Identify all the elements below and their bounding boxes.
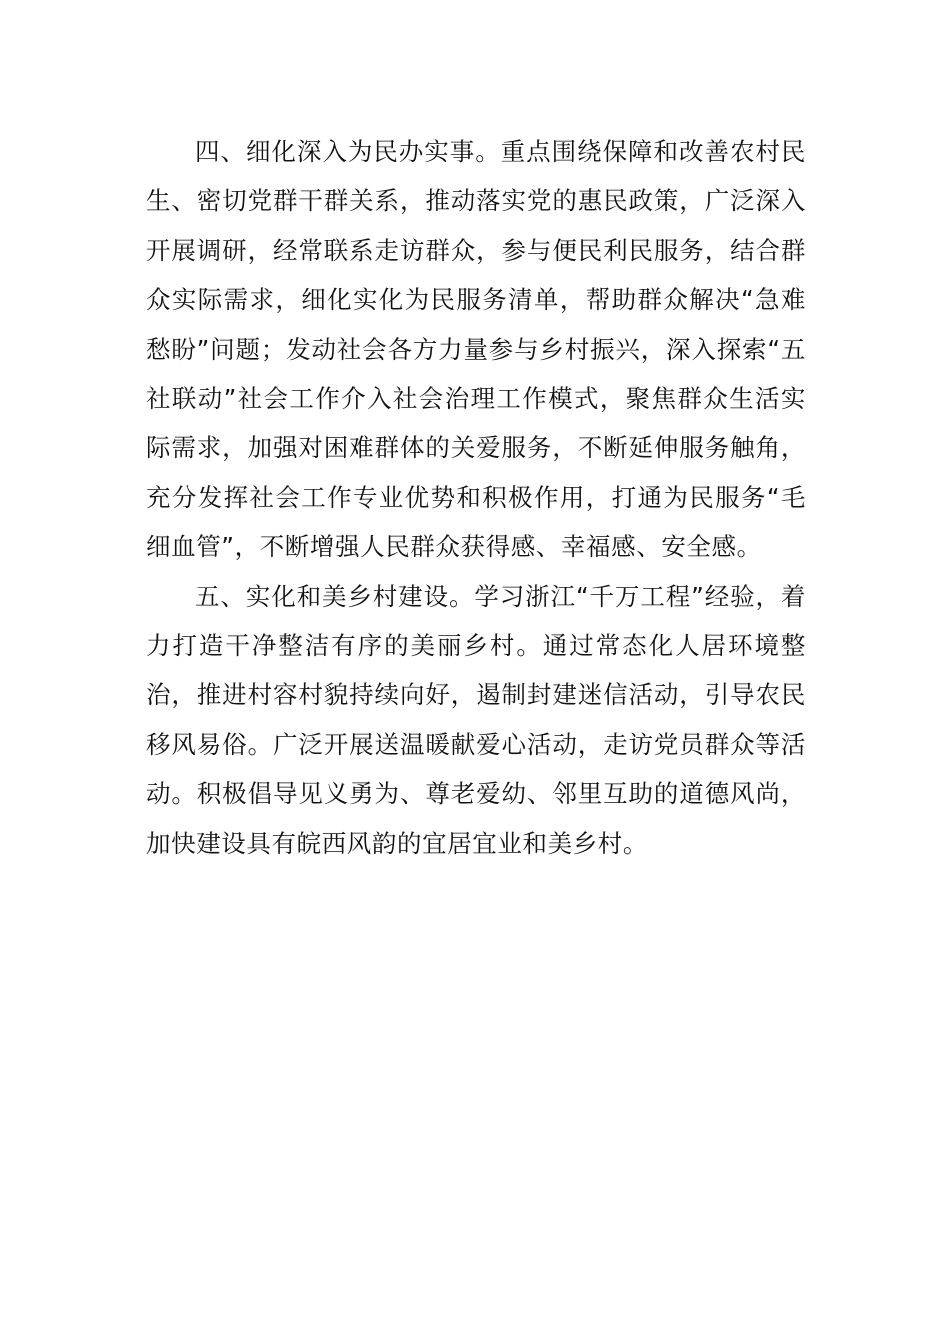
paragraph-section-five: 五、实化和美乡村建设。学习浙江“千万工程”经验，着力打造干净整洁有序的美丽乡村。通过常态化人居环境整治，推进村容村貌持续向好，遏制封建迷信活动，引导农民移风易俗。广泛开展送温暖献爱心活动，走访党员群众等活动。积极倡导见义勇为、尊老爱幼、邻里互助的道德风尚，加快建设具有皖西风韵的宜居宜业和美乡村。 xyxy=(146,581,806,858)
paragraph-section-four: 四、细化深入为民办实事。重点围绕保障和改善农村民生、密切党群干群关系，推动落实党的惠民政策，广泛深入开展调研，经常联系走访群众，参与便民利民服务，结合群众实际需求，细化实化为民服务清单，帮助群众解决“急难愁盼”问题；发动社会各方力量参与乡村振兴，深入探索“五社联动”社会工作介入社会治理工作模式，聚焦群众生活实际需求，加强对困难群体的关爱服务，不断延伸服务触角，充分发挥社会工作专业优势和积极作用，打通为民服务“毛细血管”，不断增强人民群众获得感、幸福感、安全感。 xyxy=(146,137,806,562)
document-body xyxy=(146,127,806,868)
